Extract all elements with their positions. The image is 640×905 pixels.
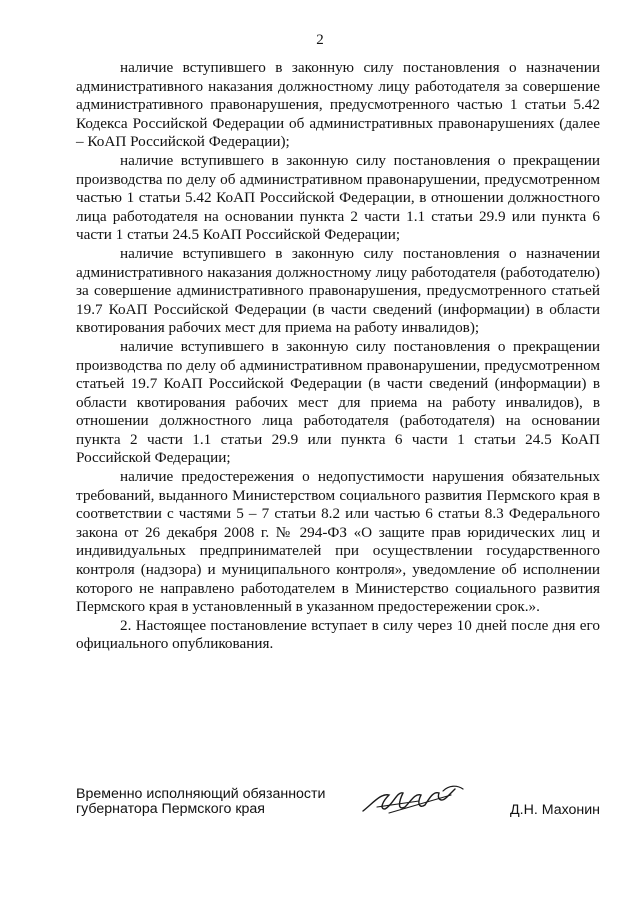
paragraph-warning: наличие предостережения о недопустимости нарушения обязательных требований, выданного Министерством социального развития Пермского края в соответствии с частями 5 – 7 статьи 8.2 или частью 6 статьи 8.3 Федерального закона от 26 декабря 2008 г. № 294-ФЗ «О защите прав юридических лиц и индивидуальных предпринимателей при осуществлении государственного контроля (надзора) и муниципального контроля», уведомление об исполнении которого не направлено работодателем в Министерство социального развития Пермского края в установленный в указанном предостережении срок.». (76, 468, 600, 616)
paragraph-admin-penalty-19-7: наличие вступившего в законную силу постановления о назначении административного наказания должностному лицу работодателя (работодателю) за совершение административного правонарушения, предусмотренного статьей 19.7 КоАП Российской Федерации (в части сведений (информации) в области квотирования рабочих мест для приема на работу инвалидов); (76, 244, 600, 337)
document-body (76, 59, 600, 654)
paragraph-admin-penalty-5-42: наличие вступившего в законную силу постановления о назначении административного наказания должностному лицу работодателя за совершение административного правонарушения, предусмотренного частью 1 статьи 5.42 Кодекса Российской Федерации об административных правонарушениях (далее – КоАП Российской Федерации); (76, 59, 600, 151)
page-number: 2 (316, 32, 324, 48)
signer-title: Временно исполняющий обязанности губернатора Пермского края (76, 786, 326, 817)
handwritten-signature (359, 783, 469, 823)
paragraph-entry-into-force: 2. Настоящее постановление вступает в силу через 10 дней после дня его официального опубликования. (76, 616, 600, 653)
paragraph-termination-19-7: наличие вступившего в законную силу постановления о прекращении производства по делу об административном правонарушении, предусмотренном статьей 19.7 КоАП Российской Федерации (в части сведений (информации) в области квотирования рабочих мест для приема на работу инвалидов), в отношении должностного лица работодателя (работодателя) на основании пункта 2 части 1.1 статьи 29.9 или пункта 6 части 1 статьи 24.5 КоАП Российской Федерации; (76, 337, 600, 467)
paragraph-termination-5-42: наличие вступившего в законную силу постановления о прекращении производства по делу об административном правонарушении, предусмотренном частью 1 статьи 5.42 КоАП Российской Федерации, в отношении должностного лица работодателя на основании пункта 2 части 1.1 статьи 29.9 или пункта 6 части 1 статьи 24.5 КоАП Российской Федерации; (76, 151, 600, 244)
signature-block (76, 787, 600, 827)
signer-name: Д.Н. Махонин (510, 802, 600, 818)
